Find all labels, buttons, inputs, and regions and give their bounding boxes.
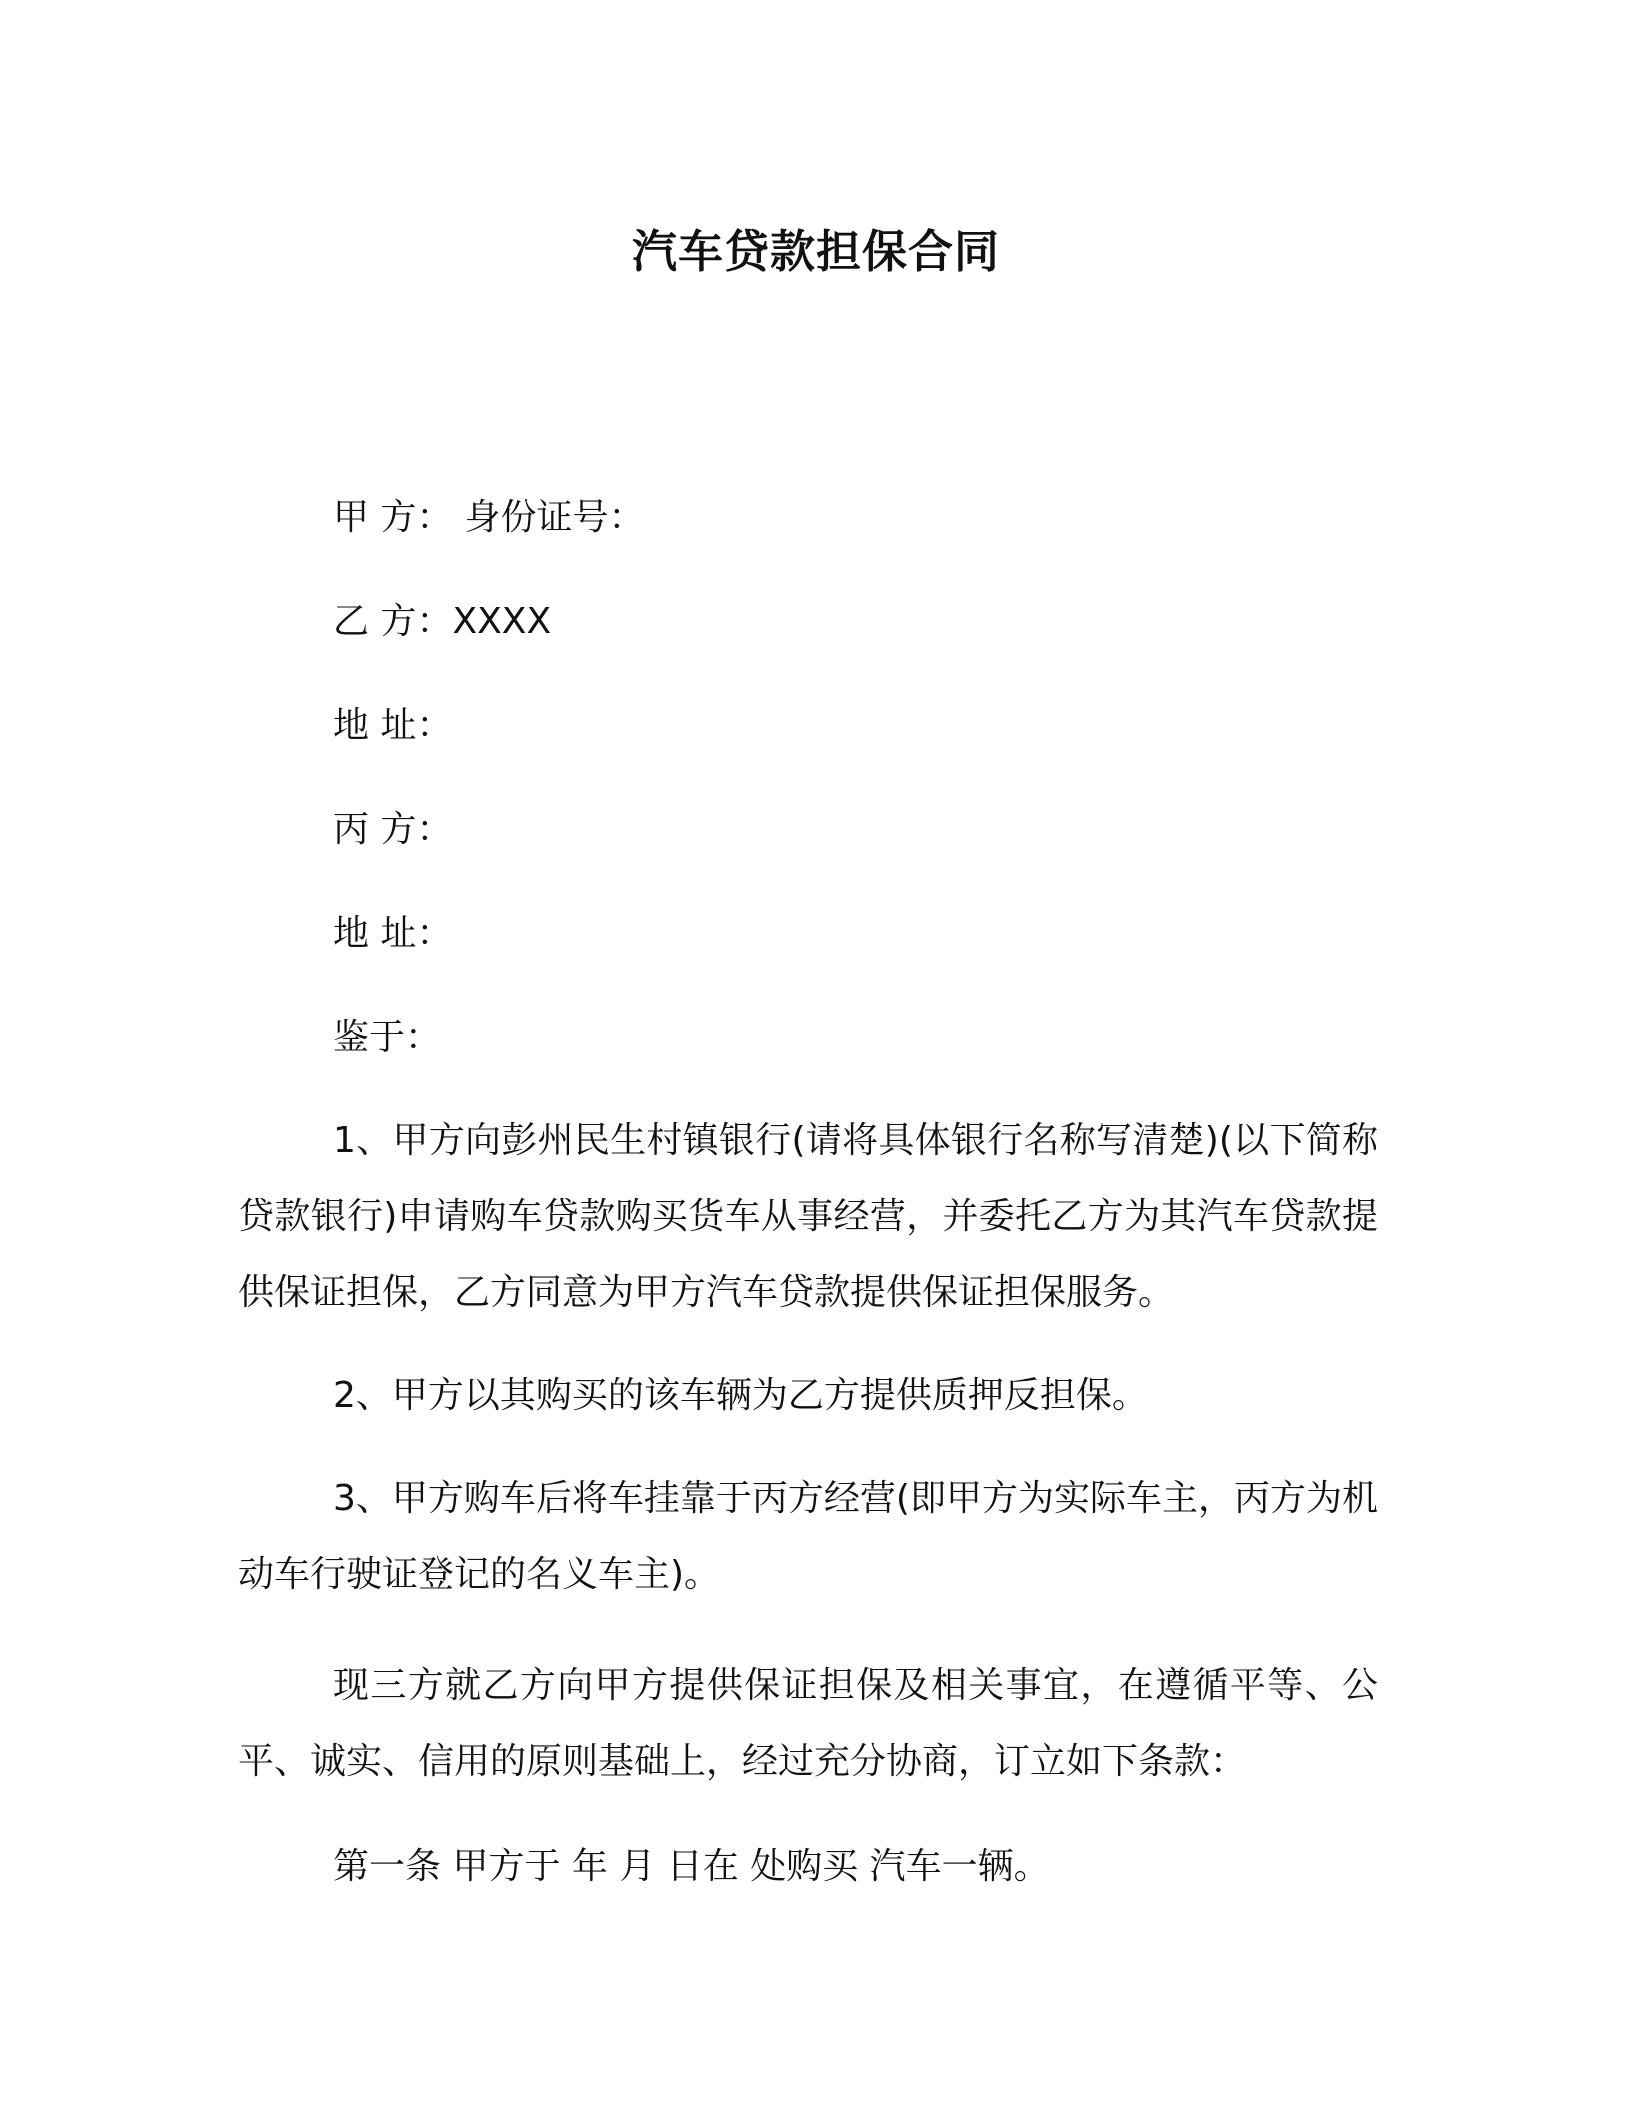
recital-2: 2、甲方以其购买的该车辆为乙方提供质押反担保。 bbox=[333, 1375, 1148, 1416]
party-c-line bbox=[333, 805, 452, 855]
party-b-line bbox=[333, 597, 551, 647]
party-c-label: 丙 方： bbox=[333, 809, 453, 850]
party-a-line bbox=[333, 493, 644, 543]
party-c-address-line bbox=[333, 909, 452, 959]
party-b-value: XXXX bbox=[452, 601, 552, 642]
party-a-label: 甲 方： bbox=[333, 497, 453, 538]
address-b-label: 地 址： bbox=[333, 705, 453, 746]
page-title: 汽车贷款担保合同 bbox=[631, 225, 1000, 278]
party-a-id-label: 身份证号： bbox=[464, 497, 645, 538]
address-c-label: 地 址： bbox=[333, 913, 453, 954]
recital-1: 1、甲方向彭州民生村镇银行(请将具体银行名称写清楚)(以下简称贷款银行)申请购车贷款购买货车从事经营，并委托乙方为其汽车贷款提供保证担保，乙方同意为甲方汽车贷款提供保证担保服务。 bbox=[238, 1120, 1378, 1313]
party-b-address-line bbox=[333, 701, 452, 751]
article-1: 第一条 甲方于 年 月 日在 处购买 汽车一辆。 bbox=[333, 1846, 1050, 1887]
whereas-label: 鉴于： bbox=[333, 1017, 442, 1058]
recital-3: 3、甲方购车后将车挂靠于丙方经营(即甲方为实际车主，丙方为机动车行驶证登记的名义车主)。 bbox=[238, 1478, 1378, 1595]
party-b-label: 乙 方： bbox=[333, 601, 453, 642]
preamble-paragraph: 现三方就乙方向甲方提供保证担保及相关事宜，在遵循平等、公平、诚实、信用的原则基础上，经过充分协商，订立如下条款： bbox=[238, 1665, 1378, 1782]
